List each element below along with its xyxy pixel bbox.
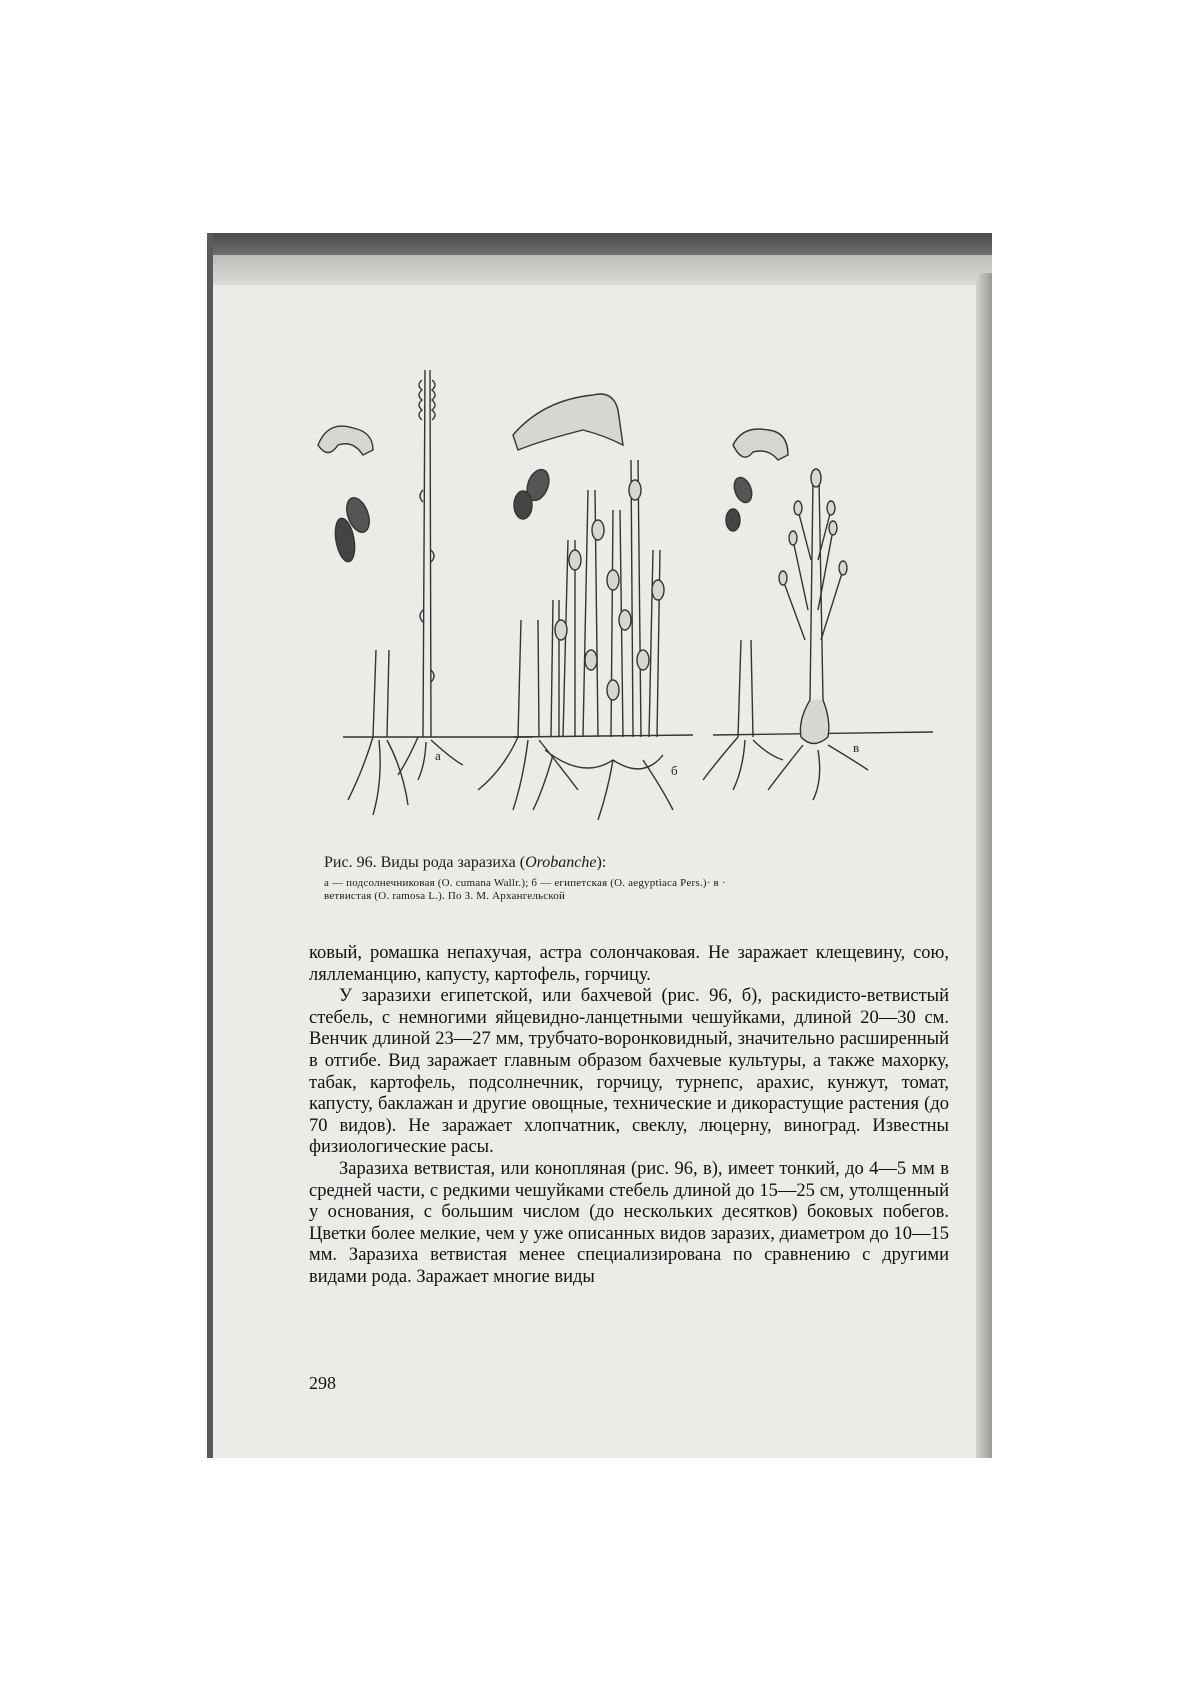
orobanche-illustration <box>313 360 943 830</box>
figure-label-b: б <box>671 763 678 778</box>
scan-shadow-strip <box>207 255 992 285</box>
paragraph-3: Заразиха ветвистая, или конопляная (рис. 96, в), имеет тонкий, до 4—5 мм в средней части, с редкими чешуйками стебель длиной до 15—25 см, утолщенный у основания, с большим числом (до нескольких десятков) боковых побегов. Цветки более мелкие, чем у уже описанных видов заразих, диаметром до 10—15 мм. Заразиха ветвистая менее специализирована по сравнению с другими видами рода. Заражает многие виды <box>309 1158 949 1287</box>
scan-edge-right <box>976 273 992 1458</box>
caption-title <box>324 853 964 873</box>
scan-edge-left <box>207 233 213 1458</box>
figure-label-a: а <box>435 748 441 763</box>
caption-legend-line1: а — подсолнечниковая (O. cumana Wallr.); б — египетская (O. aegyptiaca Pers.)· в · <box>324 877 726 889</box>
figure-label-v: в <box>853 740 860 755</box>
paragraph-2: У заразихи египетской, или бахчевой (рис. 96, б), раскидисто-ветвистый стебель, с немногими яйцевидно-ланцетными чешуйками, длиной 20—30 см. Венчик длиной 23—27 мм, трубчато-воронковидный, значительно расширенный в отгибе. Вид заражает главным образом бахчевые культуры, а также махорку, табак, картофель, подсолнечник, горчицу, турнепс, арахис, кунжут, томат, капусту, баклажан и другие овощные, технические и дикорастущие растения (до 70 видов). Не заражает хлопчатник, свеклу, люцерну, виноград. Известны физиологические расы. <box>309 986 949 1158</box>
paragraph-1: ковый, ромашка непахучая, астра солончаковая. Не заражает клещевину, сою, ляллеманцию, капусту, картофель, горчицу. <box>309 943 949 985</box>
caption-title-suffix: ): <box>596 854 607 871</box>
caption-title-latin: Orobanche <box>525 854 597 871</box>
caption-legend <box>324 877 964 903</box>
caption-legend-line2: ветвистая (O. ramosa L.). По З. М. Архангельской <box>324 890 566 902</box>
body-text <box>309 943 949 1289</box>
figure-caption <box>324 853 964 903</box>
page-number: 298 <box>309 1373 336 1393</box>
caption-title-prefix: Рис. 96. Виды рода заразиха ( <box>324 854 526 871</box>
scan-shadow-top <box>207 233 992 255</box>
